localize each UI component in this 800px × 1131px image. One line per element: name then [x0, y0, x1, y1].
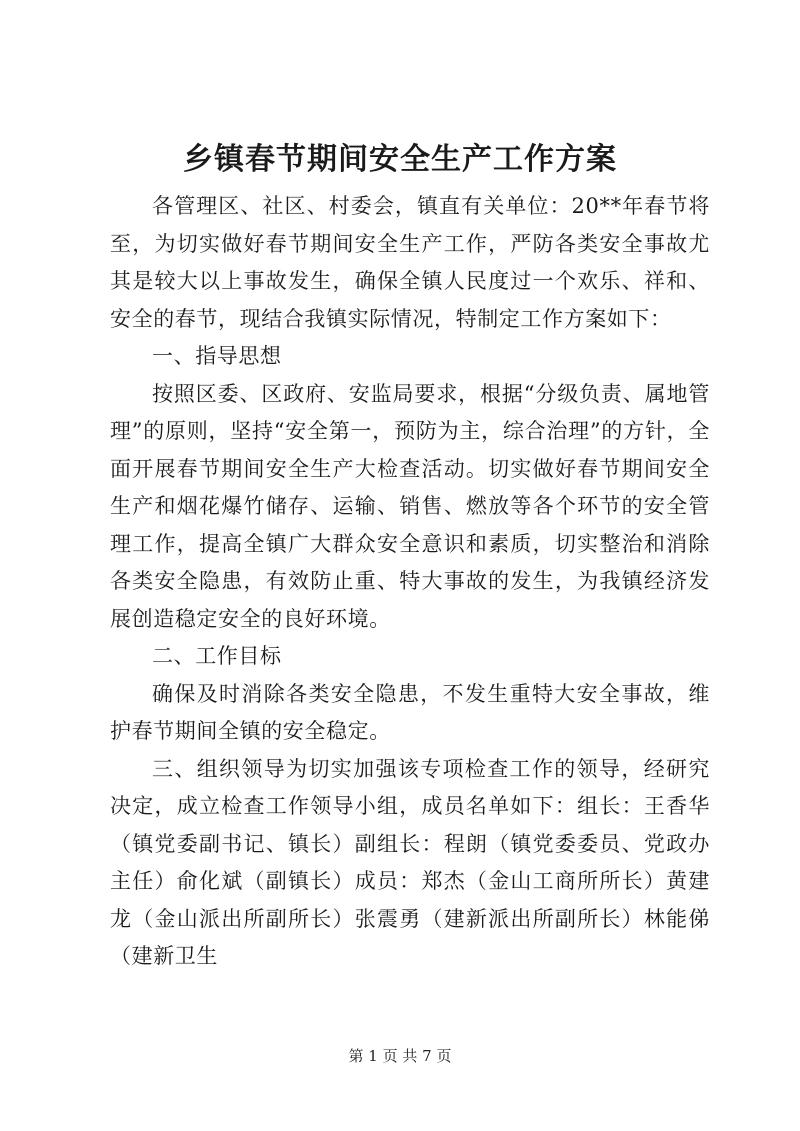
paragraph-intro: 各管理区、社区、村委会，镇直有关单位：20**年春节将至，为切实做好春节期间安全生产工作，严防各类安全事故尤其是较大以上事故发生，确保全镇人民度过一个欢乐、祥和、安全的春节，现结合我镇实际情况，特制定工作方案如下：	[110, 194, 710, 331]
page-number-label: 第 1 页 共 7 页	[348, 1047, 452, 1065]
paragraph-guiding-ideology: 按照区委、区政府、安监局要求，根据“分级负责、属地管理”的原则，坚持“安全第一，预防为主，综合治理”的方针，全面开展春节期间安全生产大检查活动。切实做好春节期间安全生产和烟花爆竹储存、运输、销售、燃放等各个环节的安全管理工作，提高全镇广大群众安全意识和素质，切实整治和消除各类安全隐患，有效防止重、特大事故的发生，为我镇经济发展创造稳定安全的良好环境。	[110, 381, 710, 631]
heading-guiding-ideology: 一、指导思想	[152, 344, 282, 368]
document-body	[110, 188, 710, 976]
page-footer	[0, 1046, 800, 1066]
heading-work-goals: 二、工作目标	[152, 644, 282, 668]
document-title: 乡镇春节期间安全生产工作方案	[183, 142, 617, 177]
paragraph-organization-leadership: 三、组织领导为切实加强该专项检查工作的领导，经研究决定，成立检查工作领导小组，成员名单如下：组长：王香华（镇党委副书记、镇长）副组长：程朗（镇党委委员、党政办主任）俞化斌（副镇长）成员：郑杰（金山工商所所长）黄建龙（金山派出所副所长）张震勇（建新派出所副所长）林能俤（建新卫生	[110, 756, 710, 968]
paragraph-work-goals: 确保及时消除各类安全隐患，不发生重特大安全事故，维护春节期间全镇的安全稳定。	[110, 681, 710, 743]
